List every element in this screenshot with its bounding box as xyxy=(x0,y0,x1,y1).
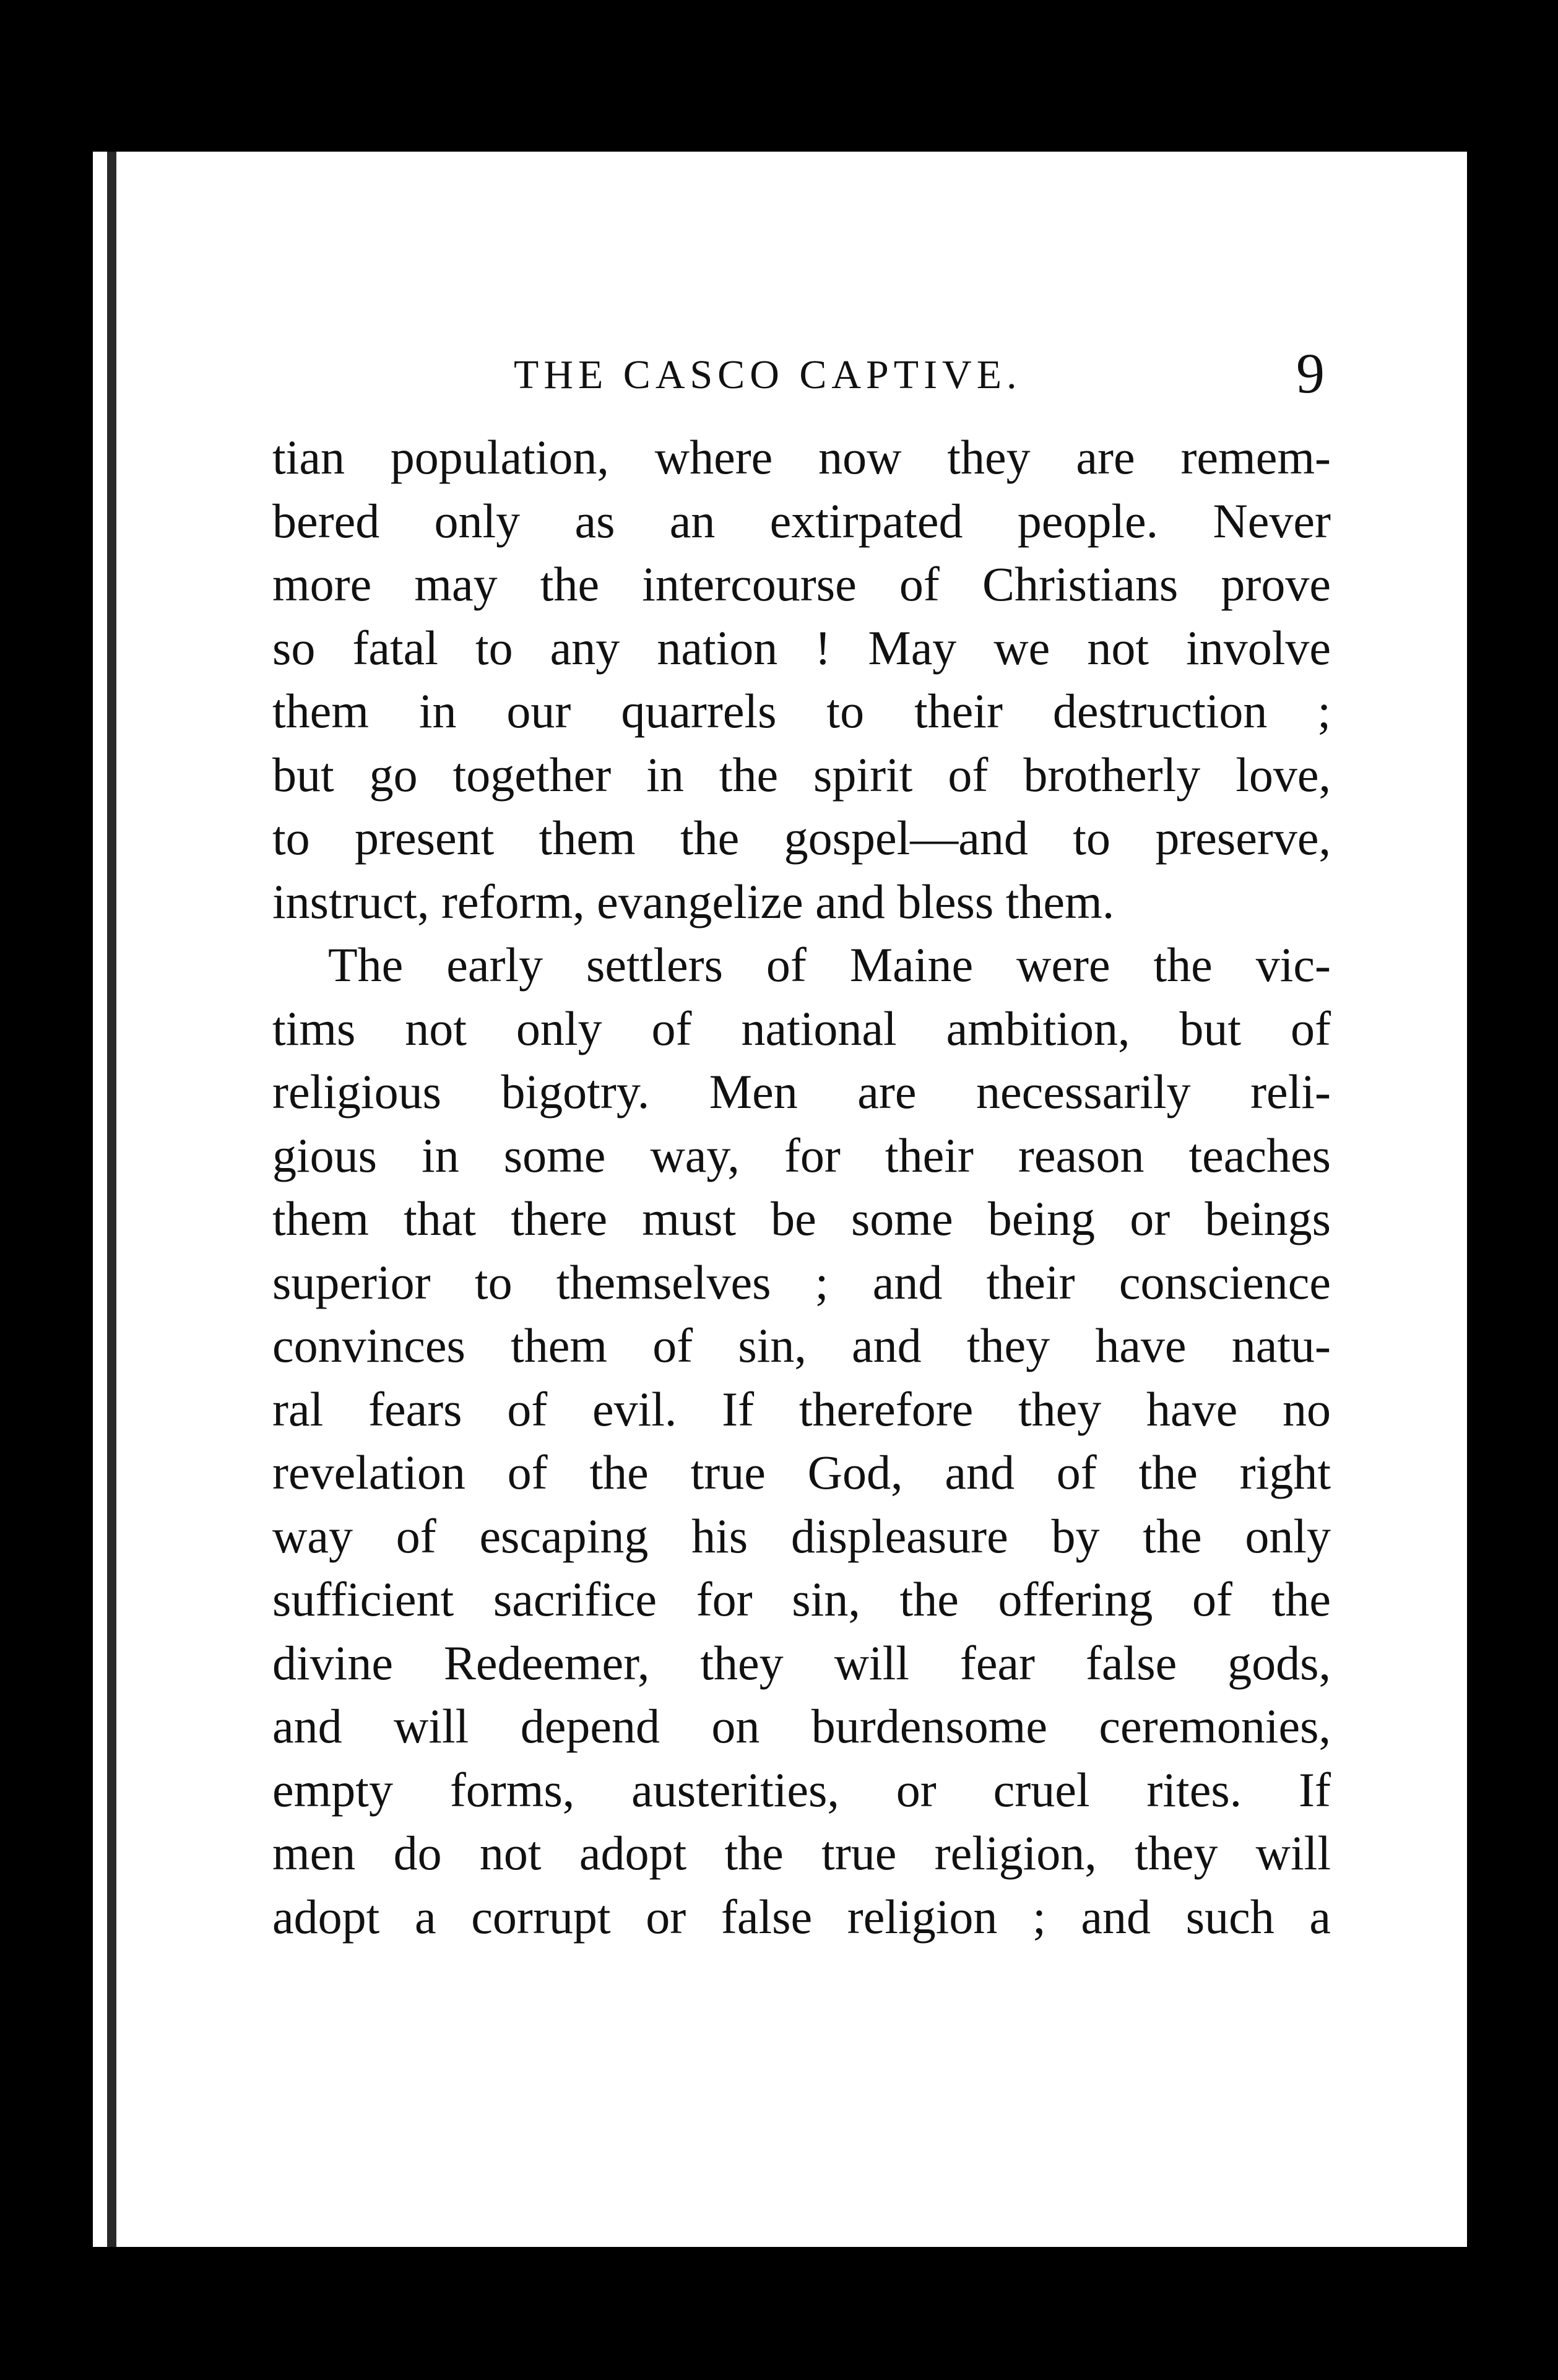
text-line: men do not adopt the true religion, they will xyxy=(272,1826,1331,1880)
text-line: gious in some way, for their reason teaches xyxy=(272,1128,1331,1182)
text-line: empty forms, austerities, or cruel rites. If xyxy=(272,1762,1331,1817)
text-line: divine Redeemer, they will fear false gods, xyxy=(272,1635,1331,1690)
running-head xyxy=(279,340,1325,409)
text-line: so fatal to any nation ! May we not involve xyxy=(272,620,1331,675)
text-line: bered only as an extirpated people. Never xyxy=(272,493,1331,548)
text-line: The early settlers of Maine were the vic- xyxy=(328,938,1331,992)
text-line: convinces them of sin, and they have natu- xyxy=(272,1318,1331,1372)
text-line: to present them the gospel—and to preserve, xyxy=(272,811,1331,865)
text-line: tian population, where now they are remem- xyxy=(272,430,1331,484)
text-line: adopt a corrupt or false religion ; and such a xyxy=(272,1889,1331,1944)
body-text xyxy=(272,426,1331,1949)
text-line: way of escaping his displeasure by the only xyxy=(272,1508,1331,1563)
text-line: and will depend on burdensome ceremonies, xyxy=(272,1699,1331,1753)
text-line: religious bigotry. Men are necessarily reli- xyxy=(272,1065,1331,1119)
text-line: tims not only of national ambition, but of xyxy=(272,1001,1331,1055)
text-line: them that there must be some being or beings xyxy=(272,1192,1331,1245)
binding-edge xyxy=(93,152,116,2247)
text-line: them in our quarrels to their destruction ; xyxy=(272,684,1331,738)
book-page xyxy=(93,152,1467,2247)
text-line: sufficient sacrifice for sin, the offering of the xyxy=(272,1572,1331,1626)
text-line: superior to themselves ; and their conscience xyxy=(272,1255,1331,1309)
text-line: more may the intercourse of Christians prove xyxy=(272,557,1331,611)
text-line: but go together in the spirit of brotherly love, xyxy=(272,747,1331,802)
text-line: instruct, reform, evangelize and bless them. xyxy=(272,874,1115,928)
running-title: THE CASCO CAPTIVE. xyxy=(514,352,1022,397)
text-line: revelation of the true God, and of the right xyxy=(272,1445,1331,1499)
page-number: 9 xyxy=(1296,342,1325,405)
text-line: ral fears of evil. If therefore they have no xyxy=(272,1382,1331,1436)
